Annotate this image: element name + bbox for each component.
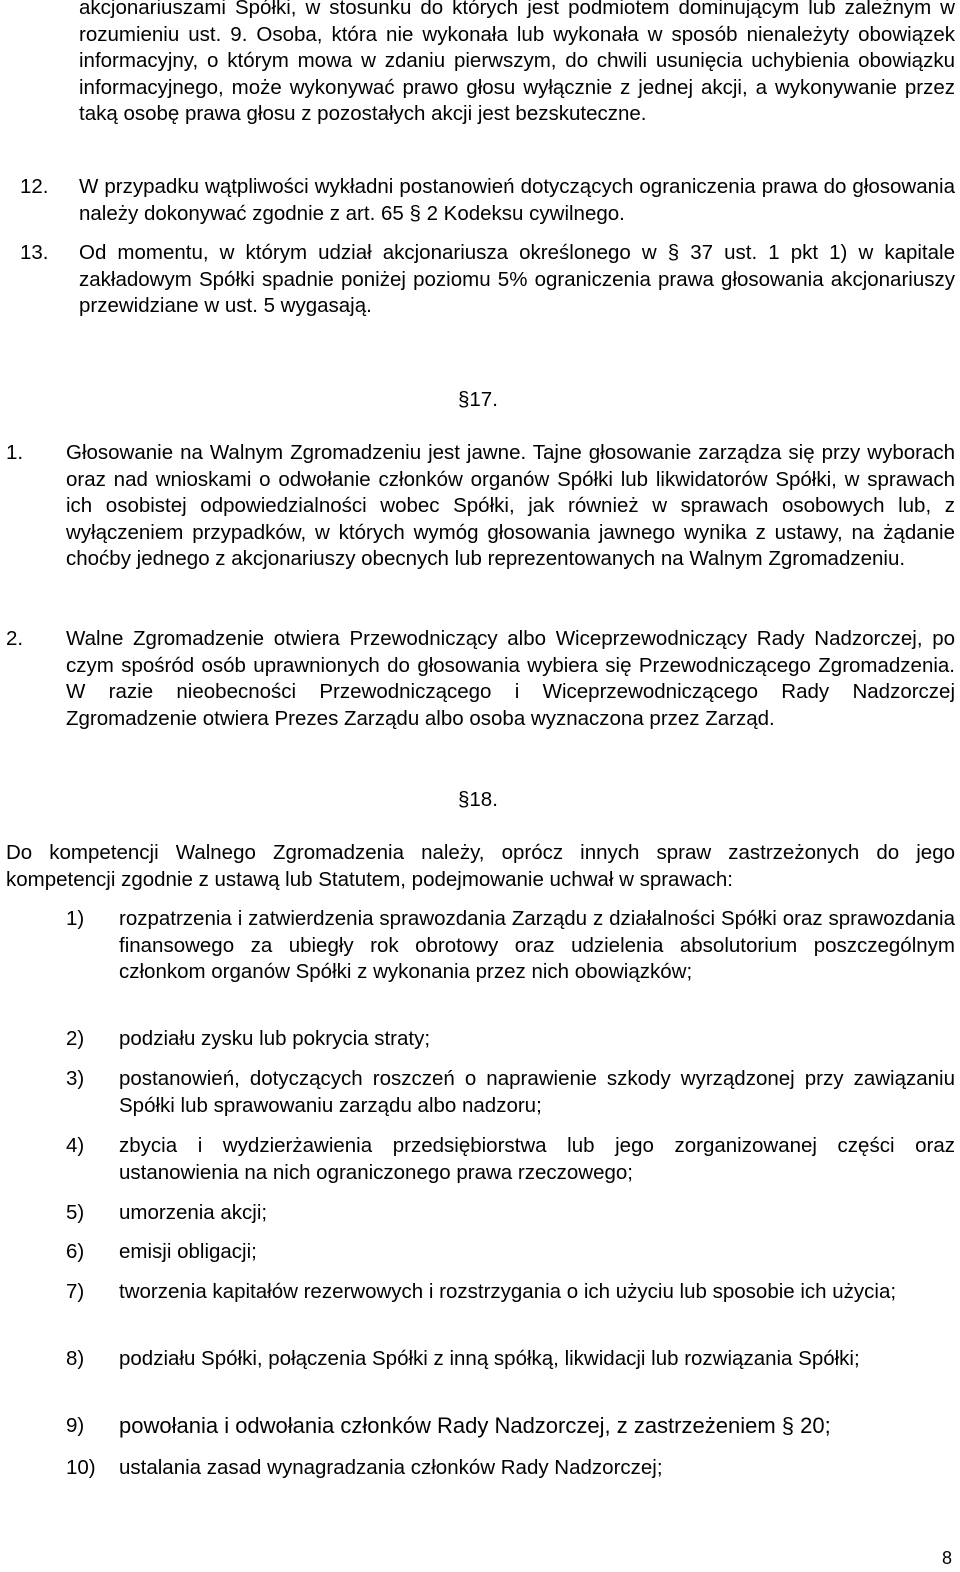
list-number: 6) <box>66 1240 85 1263</box>
list-item: rozpatrzenia i zatwierdzenia sprawozdania Zarządu z działalności Spółki oraz sprawozdania finansowego za ubiegły rok obrotowy oraz udzielenia absolutorium poszczególnym członkom organów Spółki z wykonania przez nich obowiązków; <box>119 907 955 984</box>
list-number: 5) <box>66 1201 85 1224</box>
item-number: 12. <box>20 175 49 198</box>
page-number: 8 <box>942 1548 953 1568</box>
list-item: podziału Spółki, połączenia Spółki z inną spółką, likwidacji lub rozwiązania Spółki; <box>119 1347 860 1370</box>
list-item: postanowień, dotyczących roszczeń o naprawienie szkody wyrządzonej przy zawiązaniu Spółki lub sprawowaniu zarządu albo nadzoru; <box>119 1067 955 1117</box>
list-item: tworzenia kapitałów rezerwowych i rozstrzygania o ich użyciu lub sposobie ich użycia; <box>119 1280 897 1303</box>
intro-paragraph: akcjonariuszami Spółki, w stosunku do których jest podmiotem dominującym lub zależnym w rozumieniu ust. 9. Osoba, która nie wykonała lub wykonała w sposób nienależyty obowiązek informacyjny, o którym mowa w zdaniu pierwszym, do chwili usunięcia uchybienia obowiązku informacyjnego, może wykonywać prawo głosu wyłącznie z jednej akcji, a wykonywanie przez taką osobę prawa głosu z pozostałych akcji jest bezskuteczne. <box>79 0 955 126</box>
list-number: 10) <box>66 1456 96 1479</box>
item-text: Głosowanie na Walnym Zgromadzeniu jest jawne. Tajne głosowanie zarządza się przy wyborach oraz nad wnioskami o odwołanie członków organów Spółki lub likwidatorów Spółki, w sprawach ich osobistej odpowiedzialności wobec Spółki, jak również w sprawach osobowych lub, z wyłączeniem przypadków, w których wymóg głosowania jawnego wynika z ustawy, na żądanie choćby jednego z akcjonariuszy obecnych lub reprezentowanych na Walnym Zgromadzeniu. <box>66 441 955 571</box>
item-number: 13. <box>20 241 49 264</box>
list-number: 2) <box>66 1027 85 1050</box>
list-number: 1) <box>66 907 85 930</box>
list-item: emisji obligacji; <box>119 1240 257 1263</box>
list-item: zbycia i wydzierżawienia przedsiębiorstwa lub jego zorganizowanej części oraz ustanowienia na nich ograniczonego prawa rzeczowego; <box>119 1134 955 1184</box>
list-item: ustalania zasad wynagradzania członków Rady Nadzorczej; <box>119 1456 663 1479</box>
list-number: 9) <box>66 1414 85 1437</box>
section-heading-17: §17. <box>458 388 498 411</box>
section-heading-18: §18. <box>458 788 498 811</box>
list-item: powołania i odwołania członków Rady Nadzorczej, z zastrzeżeniem § 20; <box>119 1413 831 1438</box>
list-item: podziału zysku lub pokrycia straty; <box>119 1027 431 1050</box>
list-number: 7) <box>66 1280 85 1303</box>
item-text: Od momentu, w którym udział akcjonariusza określonego w § 37 ust. 1 pkt 1) w kapitale zakładowym Spółki spadnie poniżej poziomu 5% ograniczenia prawa głosowania akcjonariuszy przewidziane w ust. 5 wygasają. <box>79 241 955 318</box>
item-number: 2. <box>6 627 24 650</box>
item-number: 1. <box>6 441 24 464</box>
item-text: Walne Zgromadzenie otwiera Przewodniczący albo Wiceprzewodniczący Rady Nadzorczej, po czym spośród osób uprawnionych do głosowania wybiera się Przewodniczącego Zgromadzenia. W razie nieobecności Przewodniczącego i Wiceprzewodniczącego Rady Nadzorczej Zgromadzenie otwiera Prezes Zarządu albo osoba wyznaczona przez Zarząd. <box>66 627 955 730</box>
list-item: umorzenia akcji; <box>119 1201 268 1224</box>
list-number: 3) <box>66 1067 85 1090</box>
item-text: W przypadku wątpliwości wykładni postanowień dotyczących ograniczenia prawa do głosowania należy dokonywać zgodnie z art. 65 § 2 Kodeksu cywilnego. <box>79 175 955 225</box>
list-number: 8) <box>66 1347 85 1370</box>
list-number: 4) <box>66 1134 85 1157</box>
section-18-intro: Do kompetencji Walnego Zgromadzenia należy, oprócz innych spraw zastrzeżonych do jego kompetencji zgodnie z ustawą lub Statutem, podejmowanie uchwał w sprawach: <box>6 841 955 891</box>
